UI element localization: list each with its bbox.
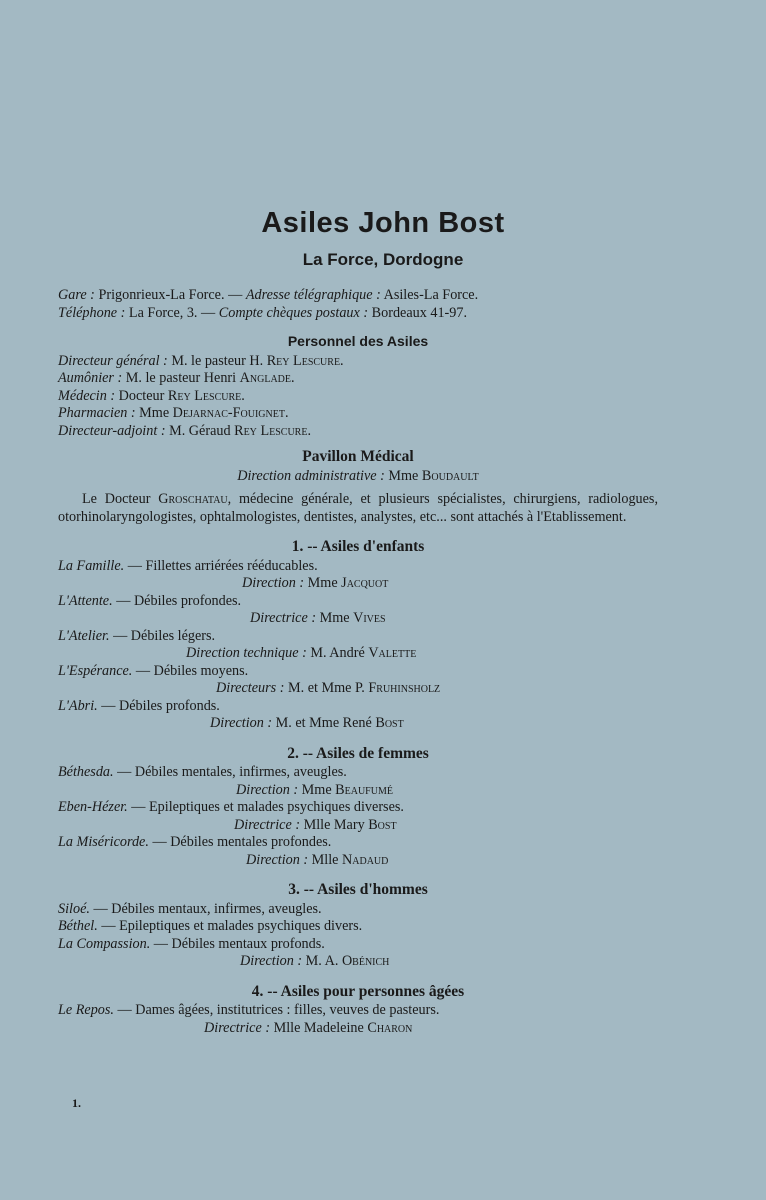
personnel-role: Aumônier : [58,370,123,386]
adresse-label: Adresse télégraphique : [245,287,381,303]
pavillon-para-start: Le Docteur [82,491,151,507]
pavillon-para-rest: médecine générale, et plusieurs spécialistes, chirurgiens, radiologues, otorhinolaryngologistes, ophtalmologistes, dentistes, analystes, etc... sont attachés à l'Etablissement. [58,491,658,525]
direction-label: Direction : [240,953,303,969]
direction-label: Direction technique : [186,645,307,661]
direction-name: Bost [368,816,397,833]
personnel-row [58,423,658,441]
personnel-prefix: M. Géraud [169,422,231,439]
direction-prefix: Mme [301,781,332,798]
section-heading: 1. -- Asiles d'enfants [291,538,425,555]
direction-name: Jacquot [341,575,389,591]
pavillon-para-name: Groschatau, [158,491,232,507]
direction-label: Directrice : [204,1019,271,1036]
asile-direction [58,645,658,663]
telephone-label: Téléphone : [58,304,126,321]
asile-name: Siloé. [58,900,90,917]
direction-prefix: M. et Mme P. [287,680,365,696]
asile-description: — Débiles moyens. [135,662,249,679]
personnel-row [58,370,658,388]
document-body [58,287,658,1037]
personnel-name: Rey Lescure. [234,422,312,439]
direction-prefix: Mme [319,610,350,626]
document-title: Asiles John Bost [261,207,505,239]
pavillon-direction-label: Direction administrative : [237,467,385,484]
asile-entry [58,834,658,852]
asile-description: — Débiles profonds. [101,697,220,714]
direction-name: Charon [367,1019,413,1036]
direction-name: Beaufumé [335,781,393,798]
personnel-list [58,353,658,441]
asile-description: — Débiles légers. [113,627,216,644]
personnel-name: Rey Lescure. [266,352,344,369]
asile-entry [58,593,658,611]
pavillon-direction-name: Boudault [421,467,479,484]
asile-description: — Epileptiques et malades psychiques diverses. [131,799,404,815]
asile-description: — Débiles profondes. [116,592,242,609]
asile-entry [58,663,658,681]
direction-prefix: Mlle [311,851,339,868]
asile-entry [58,799,658,817]
asile-entry [58,918,658,936]
direction-label: Direction : [210,715,273,731]
personnel-name: Dejarnac-Fouignet. [172,405,289,421]
asile-description: — Débiles mentaux profonds. [153,935,325,952]
asile-name: Béthel. [58,918,98,934]
asile-name: La Famille. [58,557,125,574]
asile-entry [58,698,658,716]
direction-label: Direction : [236,781,299,798]
gare-value: Prigonrieux-La Force. — [98,287,243,303]
asile-direction [58,680,658,698]
direction-label: Directrice : [250,610,317,626]
asile-description: — Dames âgées, institutrices : filles, veuves de pasteurs. [117,1002,440,1018]
compte-value: Bordeaux 41-97. [371,304,468,321]
asile-direction [58,953,658,971]
asile-description: — Epileptiques et malades psychiques divers. [101,918,363,934]
compte-label: Compte chèques postaux : [218,304,369,321]
asile-description: — Débiles mentaux, infirmes, aveugles. [93,900,322,917]
direction-name: Nadaud [342,851,389,868]
personnel-heading: Personnel des Asiles [287,333,429,349]
direction-label: Direction : [242,575,305,591]
gare-label: Gare : [58,287,95,303]
info-line-2 [58,305,658,323]
direction-name: Fruhinsholz [368,680,441,696]
personnel-prefix: Docteur [118,387,165,404]
asile-name: Le Repos. [58,1002,114,1018]
direction-name: Vives [353,610,386,626]
asile-direction [58,715,658,733]
page-number: 1. [72,1096,81,1110]
personnel-name: Rey Lescure. [167,387,245,404]
personnel-name: Anglade. [239,370,295,386]
asile-name: L'Abri. [58,697,98,714]
personnel-row [58,353,658,371]
asiles-sections [58,538,658,1037]
personnel-row [58,388,658,406]
adresse-value: Asiles-La Force. [383,287,479,303]
asile-name: L'Attente. [58,592,113,609]
asile-entry [58,764,658,782]
direction-prefix: M. André [310,645,365,661]
asile-direction [58,852,658,870]
asile-description: — Débiles mentales, infirmes, aveugles. [117,764,347,780]
personnel-prefix: M. le pasteur H. [171,352,264,369]
asile-description: — Débiles mentales profondes. [152,834,332,850]
direction-prefix: Mlle Madeleine [273,1019,364,1036]
direction-label: Directrice : [234,816,301,833]
pavillon-heading: Pavillon Médical [302,448,414,465]
asile-direction [58,817,658,835]
asile-name: Béthesda. [58,764,114,780]
asile-name: L'Espérance. [58,662,133,679]
asile-description: — Fillettes arriérées rééducables. [127,557,318,574]
personnel-role: Pharmacien : [58,405,136,421]
asile-name: La Compassion. [58,935,151,952]
direction-prefix: M. et Mme René [275,715,372,731]
asile-entry [58,628,658,646]
section-heading: 2. -- Asiles de femmes [287,744,429,762]
section-heading: 3. -- Asiles d'hommes [288,881,428,898]
asile-direction [58,1020,658,1038]
asile-name: L'Atelier. [58,627,110,644]
asile-entry [58,901,658,919]
direction-name: Obénich [341,953,390,969]
personnel-row [58,405,658,423]
asile-name: Eben-Hézer. [58,799,128,815]
document-subtitle: La Force, Dordogne [302,250,464,269]
asile-name: La Miséricorde. [58,834,149,850]
personnel-prefix: M. le pasteur Henri [125,370,237,386]
direction-prefix: Mlle Mary [303,816,365,833]
personnel-role: Directeur général : [58,352,168,369]
asile-entry [58,936,658,954]
direction-label: Directeurs : [216,680,285,696]
pavillon-paragraph [58,491,658,526]
direction-label: Direction : [246,851,309,868]
direction-name: Bost [375,715,404,731]
asile-direction [58,610,658,628]
pavillon-direction-prefix: Mme [388,467,419,484]
info-line-1 [58,287,658,305]
asile-entry [58,1002,658,1020]
asile-direction [58,575,658,593]
direction-prefix: M. A. [305,953,339,969]
direction-name: Valette [368,645,417,661]
section-heading: 4. -- Asiles pour personnes âgées [251,982,465,1000]
personnel-role: Directeur-adjoint : [58,422,166,439]
asile-entry [58,558,658,576]
asile-direction [58,782,658,800]
direction-prefix: Mme [307,575,338,591]
telephone-value: La Force, 3. — [128,304,216,321]
pavillon-direction [58,468,658,486]
personnel-role: Médecin : [58,387,116,404]
personnel-prefix: Mme [139,405,170,421]
